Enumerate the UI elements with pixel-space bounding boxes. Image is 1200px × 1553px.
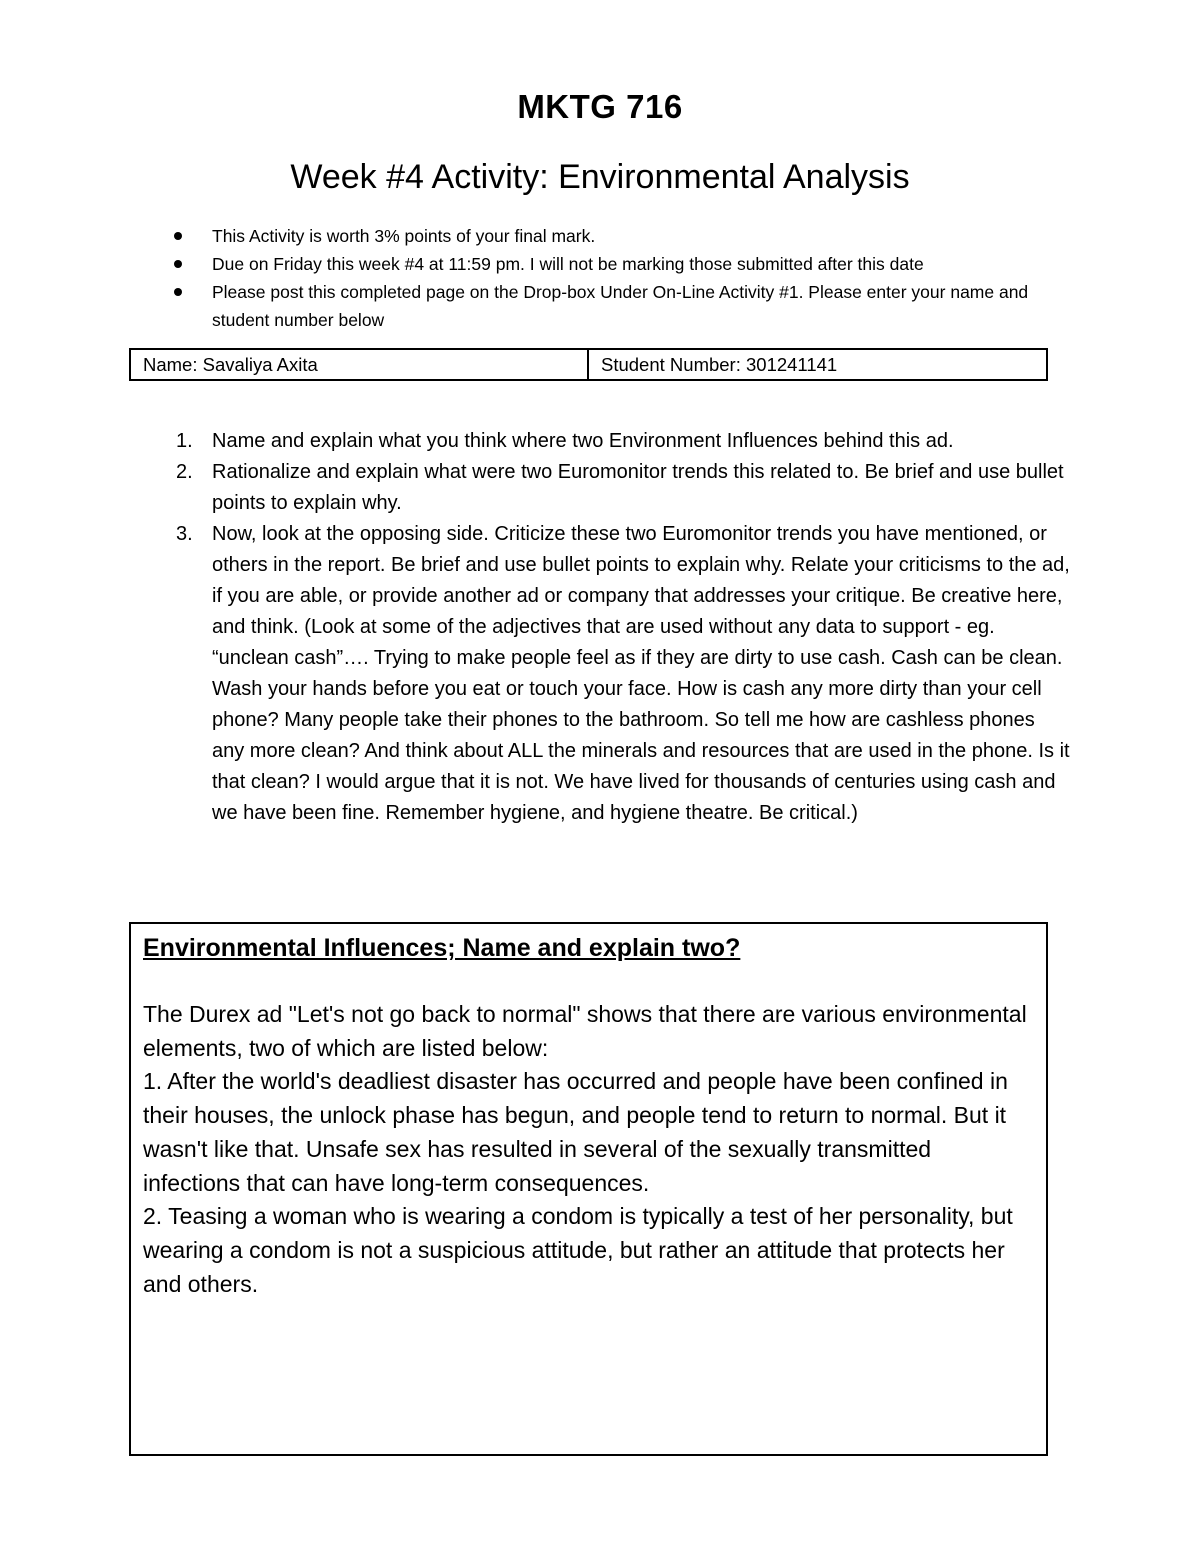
answer-paragraph: 1. After the world's deadliest disaster has occurred and people have been confined in their houses, the unlock phase has begun, and people tend to return to normal. But it wasn't like that. Unsafe sex has resulted in several of the sexually transmitted infections that can have long-term consequences. — [143, 1068, 1008, 1196]
question-number: 3. — [176, 523, 193, 545]
answer-box — [129, 922, 1048, 1456]
question-number: 2. — [176, 461, 193, 483]
question-list — [170, 426, 1070, 829]
question-text: Now, look at the opposing side. Criticize these two Euromonitor trends you have mentioned, or others in the report. Be brief and use bullet points to explain why. Relate your criticisms to the ad, if you are able, or provide another ad or company that addresses your critique. Be creative here, and think. (Look at some of the adjectives that are used without any data to support - eg. “unclean cash”…. Trying to make people feel as if they are dirty to use cash. Cash can be clean. Wash your hands before you eat or touch your face. How is cash any more dirty than your cell phone? Many people take their phones to the bathroom. So tell me how are cashless phones any more clean? And think about ALL the minerals and resources that are used in the phone. Is it that clean? I would argue that it is not. We have lived for thousands of centuries using cash and we have been fine. Remember hygiene, and hygiene theatre. Be critical.) — [212, 523, 1070, 824]
question-item — [170, 519, 1070, 829]
answer-paragraph: 2. Teasing a woman who is wearing a condom is typically a test of her personality, but wearing a condom is not a suspicious attitude, but rather an attitude that protects her and others. — [143, 1203, 1013, 1297]
instruction-item: Please post this completed page on the Drop-box Under On-Line Activity #1. Please enter your name and student number below — [170, 278, 1050, 334]
question-text: Name and explain what you think where two Environment Influences behind this ad. — [212, 430, 954, 452]
question-number: 1. — [176, 430, 193, 452]
answer-heading: Environmental Influences; Name and explain two? — [143, 934, 741, 962]
student-info-table — [129, 348, 1048, 381]
question-item — [170, 457, 1070, 519]
question-item — [170, 426, 1070, 457]
course-code: MKTG 716 — [517, 88, 683, 125]
question-text: Rationalize and explain what were two Euromonitor trends this related to. Be brief and use bullet points to explain why. — [212, 461, 1064, 514]
instruction-list — [170, 222, 1050, 334]
activity-title: Week #4 Activity: Environmental Analysis — [290, 158, 910, 196]
answer-body — [143, 998, 1034, 1301]
instruction-item: This Activity is worth 3% points of your final mark. — [170, 222, 1050, 250]
instruction-item: Due on Friday this week #4 at 11:59 pm. I will not be marking those submitted after this date — [170, 250, 1050, 278]
answer-paragraph: The Durex ad "Let's not go back to normal" shows that there are various environmental elements, two of which are listed below: — [143, 1001, 1027, 1061]
student-number-cell: Student Number: 301241141 — [601, 353, 838, 375]
student-name-cell: Name: Savaliya Axita — [131, 350, 589, 379]
